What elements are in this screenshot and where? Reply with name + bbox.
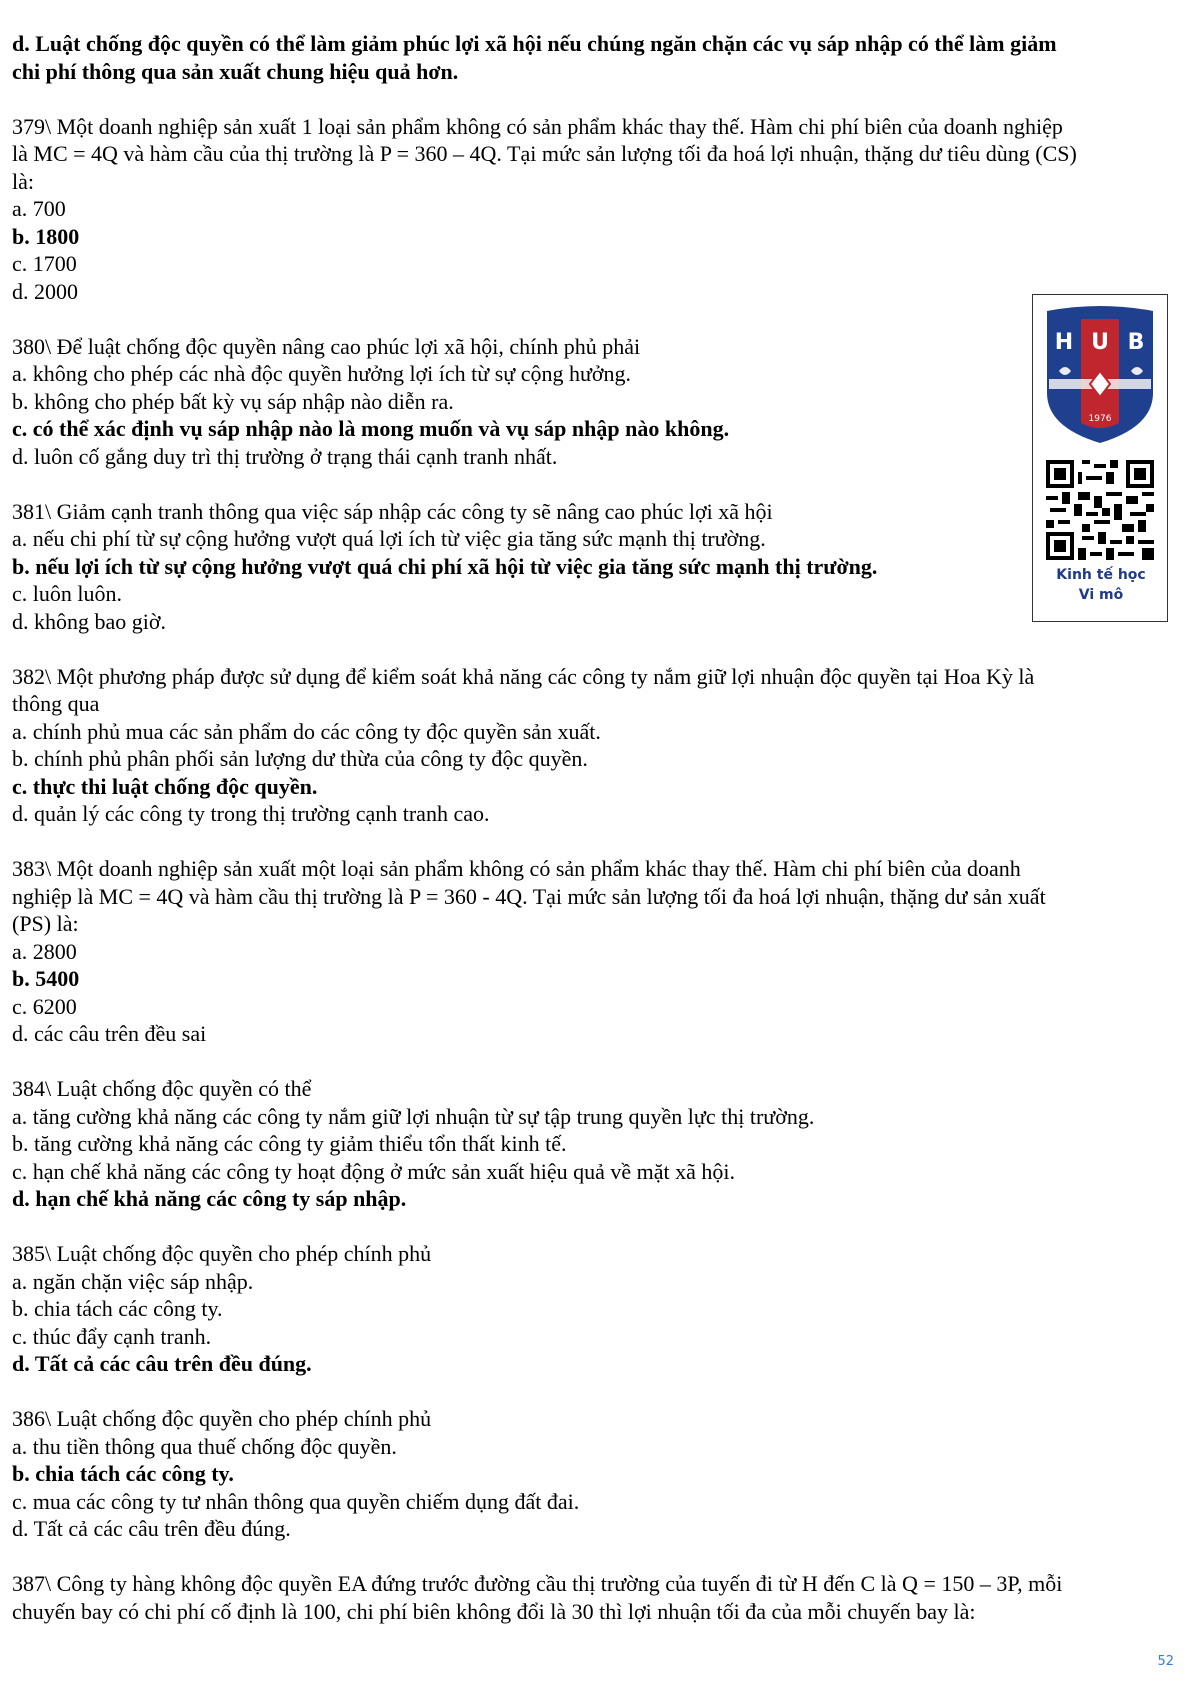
question-384 [12,1075,1182,1213]
document-body [12,30,1182,1625]
option-d: d. luôn cố gắng duy trì thị trường ở trạng thái cạnh tranh nhất. [12,443,558,469]
question-text: 380\ Để luật chống độc quyền nâng cao phúc lợi xã hội, chính phủ phải [12,333,641,359]
question-text: 384\ Luật chống độc quyền có thể [12,1076,312,1101]
option-a: a. nếu chi phí từ sự cộng hưởng vượt quá lợi ích từ việc gia tăng sức mạnh thị trường. [12,526,766,551]
question-380 [12,333,1182,471]
badge-letter-h: H [1054,330,1074,355]
option-c: c. thúc đẩy cạnh tranh. [12,1323,212,1349]
intro-line: chi phí thông qua sản xuất chung hiệu quả hơn. [12,58,459,84]
option-c: c. hạn chế khả năng các công ty hoạt động ở mức sản xuất hiệu quả về mặt xã hội. [12,1158,736,1184]
option-b-correct: b. 5400 [12,966,80,991]
option-b: b. không cho phép bất kỳ vụ sáp nhập nào diễn ra. [12,388,454,414]
question-text: 386\ Luật chống độc quyền cho phép chính phủ [12,1406,432,1431]
page-number: 52 [1157,1654,1174,1669]
option-a: a. không cho phép các nhà độc quyền hưởng lợi ích từ sự cộng hưởng. [12,361,632,386]
option-c: c. mua các công ty tư nhân thông qua quyền chiếm dụng đất đai. [12,1488,580,1514]
option-a: a. 2800 [12,938,77,964]
option-b-correct: b. chia tách các công ty. [12,1461,234,1486]
option-d: d. các câu trên đều sai [12,1021,207,1046]
question-text: 383\ Một doanh nghiệp sản xuất một loại sản phẩm không có sản phẩm khác thay thế. Hàm chi phí biên của doanh [12,856,1021,881]
question-381 [12,498,1182,636]
question-text: nghiệp là MC = 4Q và hàm cầu thị trường là P = 360 - 4Q. Tại mức sản lượng tối đa hoá lợi nhuận, thặng dư sản xuất [12,883,1046,909]
option-d: d. quản lý các công ty trong thị trường cạnh tranh cao. [12,801,490,826]
option-d-correct: d. Tất cả các câu trên đều đúng. [12,1351,312,1376]
option-b: b. chính phủ phân phối sản lượng dư thừa của công ty độc quyền. [12,746,588,771]
option-a: a. 700 [12,196,66,221]
question-text: 379\ Một doanh nghiệp sản xuất 1 loại sản phẩm không có sản phẩm khác thay thế. Hàm chi phí biên của doanh nghiệp [12,113,1063,139]
question-387 [12,1570,1182,1625]
option-d-correct: d. hạn chế khả năng các công ty sáp nhập. [12,1186,407,1211]
option-d: d. 2000 [12,278,78,304]
question-text: thông qua [12,691,100,716]
question-379 [12,113,1182,306]
hub-shield-logo [1043,305,1157,445]
question-text: chuyến bay có chi phí cố định là 100, chi phí biên không đổi là 30 thì lợi nhuận tối đa của mỗi chuyến bay là: [12,1598,976,1624]
option-d: d. không bao giờ. [12,608,167,634]
badge-title: Kinh tế học [1056,567,1146,583]
question-text: là MC = 4Q và hàm cầu của thị trường là P = 360 – 4Q. Tại mức sản lượng tối đa hoá lợi nhuận, thặng dư tiêu dùng (CS) [12,141,1077,166]
question-text: 385\ Luật chống độc quyền cho phép chính phủ [12,1241,432,1266]
question-text: 382\ Một phương pháp được sử dụng để kiểm soát khả năng các công ty nắm giữ lợi nhuận độc quyền tại Hoa Kỳ là [12,663,1035,689]
option-b: b. tăng cường khả năng các công ty giảm thiểu tổn thất kinh tế. [12,1131,567,1156]
badge-subtitle: Vi mô [1078,587,1124,603]
question-386 [12,1405,1182,1543]
option-b-correct: b. 1800 [12,223,80,249]
option-d: d. Tất cả các câu trên đều đúng. [12,1516,291,1541]
option-c: c. 6200 [12,993,77,1019]
option-a: a. thu tiền thông qua thuế chống độc quyền. [12,1433,397,1459]
option-c-correct: c. thực thi luật chống độc quyền. [12,773,318,799]
option-c: c. 1700 [12,251,77,276]
option-a: a. ngăn chặn việc sáp nhập. [12,1268,254,1294]
option-c-correct: c. có thể xác định vụ sáp nhập nào là mong muốn và vụ sáp nhập nào không. [12,416,730,441]
question-text: (PS) là: [12,911,79,936]
badge-letter-u: U [1091,330,1109,355]
question-385 [12,1240,1182,1378]
option-a: a. chính phủ mua các sản phẩm do các công ty độc quyền sản xuất. [12,718,601,744]
question-text: 381\ Giảm cạnh tranh thông qua việc sáp nhập các công ty sẽ nâng cao phúc lợi xã hội [12,498,773,524]
hub-badge [1032,294,1168,622]
question-383 [12,855,1182,1048]
badge-year: 1976 [1088,414,1112,424]
question-text: là: [12,168,34,194]
option-c: c. luôn luôn. [12,581,122,606]
qr-code-icon [1046,460,1154,560]
option-a: a. tăng cường khả năng các công ty nắm giữ lợi nhuận từ sự tập trung quyền lực thị trường. [12,1103,815,1129]
option-b: b. chia tách các công ty. [12,1296,223,1321]
badge-letter-b: B [1127,330,1145,355]
question-text: 387\ Công ty hàng không độc quyền EA đứng trước đường cầu thị trường của tuyến đi từ H đến C là Q = 150 – 3P, mỗi [12,1571,1063,1596]
option-b-correct: b. nếu lợi ích từ sự cộng hưởng vượt quá chi phí xã hội từ việc gia tăng sức mạnh thị trường. [12,553,878,579]
intro-line: d. Luật chống độc quyền có thể làm giảm phúc lợi xã hội nếu chúng ngăn chặn các vụ sáp nhập có thể làm giảm [12,31,1057,56]
question-382 [12,663,1182,828]
